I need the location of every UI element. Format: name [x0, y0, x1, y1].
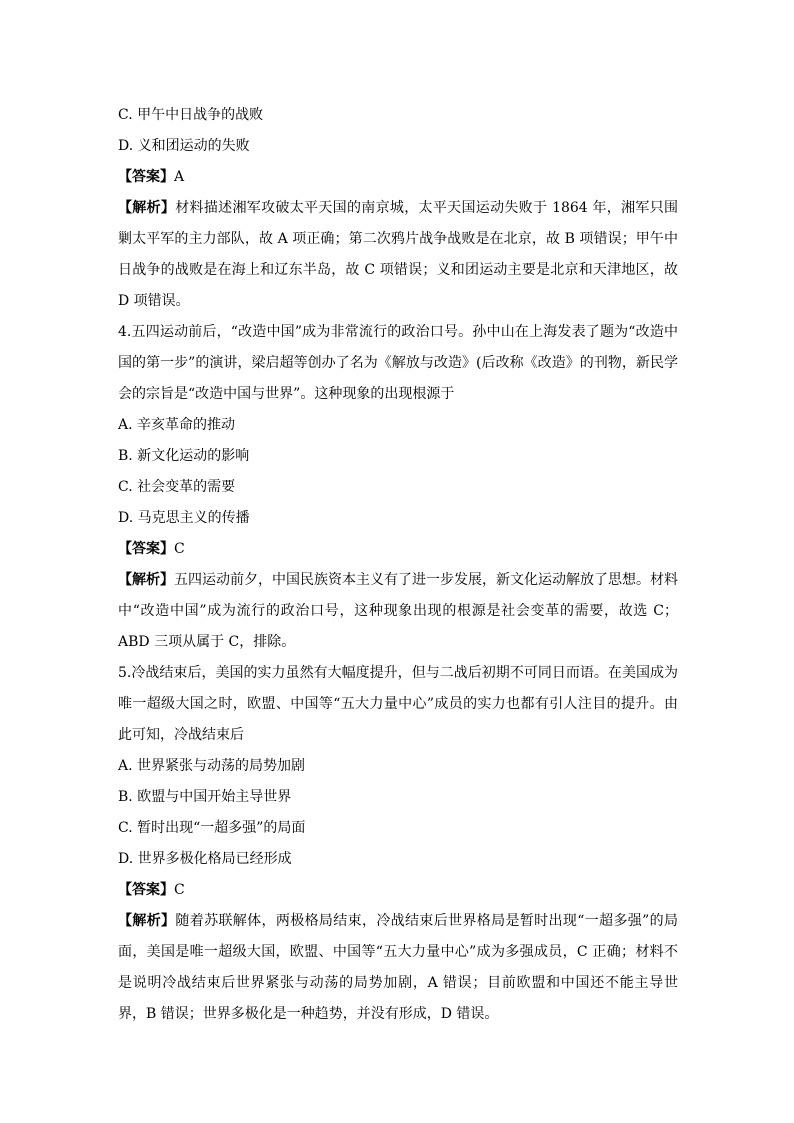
q4-option-d: D. 马克思主义的传播 [118, 510, 250, 526]
q3-analysis [118, 193, 678, 317]
q5-option-b: B. 欧盟与中国开始主导世界 [118, 789, 292, 805]
q3-option-c: C. 甲午中日战争的战败 [118, 107, 264, 123]
q4-option-a: A. 辛亥革命的推动 [118, 417, 236, 433]
q3-analysis-text: 材料描述湘军攻破太平天国的南京城，太平天国运动失败于 1864 年，湘军只围剿太平军的主力部队，故 A 项正确；第二次鸦片战争战败是在北京，故 B 项错误；甲午中日战争的战败是在海上和辽东半岛，故 C 项错误；义和团运动主要是北京和天津地区，故 D 项错误。 [118, 200, 679, 309]
q4-analysis-label: 【解析】 [118, 572, 174, 588]
q4-analysis [118, 565, 678, 658]
q3-analysis-label: 【解析】 [118, 200, 176, 216]
q5-option-a: A. 世界紧张与动荡的局势加剧 [118, 758, 306, 774]
q3-option-d: D. 义和团运动的失败 [118, 138, 250, 154]
q5-stem: 5.冷战结束后，美国的实力虽然有大幅度提升，但与二战后初期不可同日而语。在美国成为唯一超级大国之时，欧盟、中国等“五大力量中心”成员的实力也都有引人注目的提升。由此可知，冷战结束后 [118, 665, 678, 743]
q4-option-b: B. 新文化运动的影响 [118, 448, 250, 464]
q4-answer-label: 【答案】 [118, 541, 174, 557]
q5-analysis [118, 906, 678, 1030]
q5-answer [118, 875, 678, 906]
q4-option-c: C. 社会变革的需要 [118, 479, 236, 495]
q3-answer-label: 【答案】 [118, 169, 174, 185]
q5-answer-label: 【答案】 [118, 882, 174, 898]
q5-option-c: C. 暂时出现“一超多强”的局面 [118, 820, 306, 836]
q3-answer-value: A [174, 169, 185, 185]
q5-option-d: D. 世界多极化格局已经形成 [118, 851, 292, 867]
page-content [118, 100, 678, 1030]
q5-analysis-text: 随着苏联解体，两极格局结束，冷战结束后世界格局是暂时出现“一超多强”的局面，美国是唯一超级大国，欧盟、中国等“五大力量中心”成为多强成员，C 正确；材料不是说明冷战结束后世界紧张与动荡的局势加剧，A 错误；目前欧盟和中国还不能主导世界，B 错误；世界多极化是一种趋势，并没有形成，D 错误。 [118, 913, 679, 1022]
q4-answer-value: C [174, 541, 185, 557]
q4-answer [118, 534, 678, 565]
q4-analysis-text: 五四运动前夕，中国民族资本主义有了进一步发展，新文化运动解放了思想。材料中“改造中国”成为流行的政治口号，这种现象出现的根源是社会变革的需要，故选 C；ABD 三项从属于 C，排除。 [118, 572, 678, 650]
q5-answer-value: C [174, 882, 185, 898]
q4-stem: 4.五四运动前后，“改造中国”成为非常流行的政治口号。孙中山在上海发表了题为“改造中国的第一步”的演讲，梁启超等创办了名为《解放与改造》(后改称《改造》的刊物，新民学会的宗旨是“改造中国与世界”。这种现象的出现根源于 [118, 324, 678, 402]
q5-analysis-label: 【解析】 [118, 913, 176, 929]
q3-answer [118, 162, 678, 193]
